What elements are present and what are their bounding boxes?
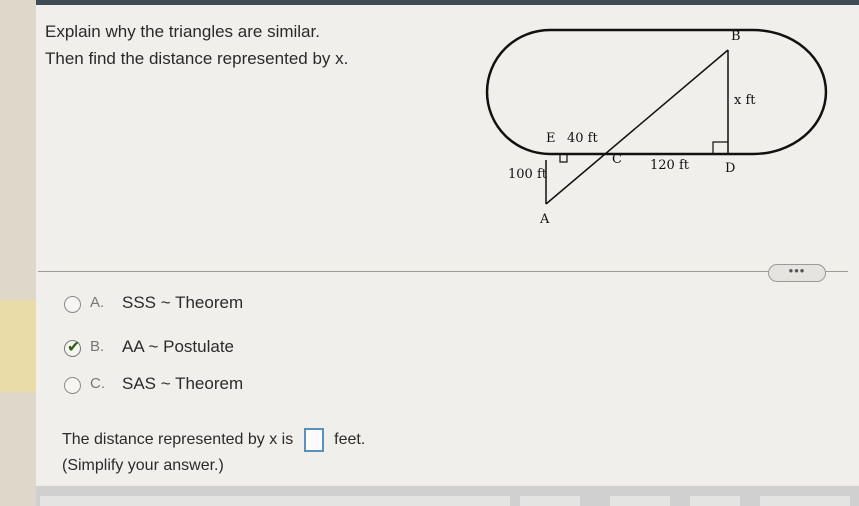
label-x: x ft [734, 93, 756, 108]
option-b-text: AA ~ Postulate [122, 337, 234, 356]
right-angle-d [713, 142, 728, 154]
bottom-segment [610, 496, 670, 506]
answer-prefix: The distance represented by x is [62, 431, 294, 448]
simplify-note: (Simplify your answer.) [62, 457, 224, 474]
left-highlight [0, 300, 36, 392]
option-c-text: SAS ~ Theorem [122, 374, 244, 393]
label-b: B [731, 29, 741, 44]
bottom-segment [520, 496, 580, 506]
answer-suffix: feet. [334, 431, 366, 448]
label-d: D [725, 161, 736, 176]
label-c: C [612, 152, 622, 167]
radio-option-c[interactable] [64, 377, 81, 394]
triangle-figure [480, 18, 840, 243]
bottom-segment [690, 496, 740, 506]
section-divider [38, 271, 848, 272]
label-100: 100 ft [508, 167, 547, 182]
option-c-letter: C. [90, 375, 105, 392]
bottom-segment [760, 496, 850, 506]
answer-input[interactable] [304, 428, 324, 452]
radio-option-b[interactable] [64, 340, 81, 357]
label-e: E [546, 131, 556, 146]
checkmark-icon: ✔ [67, 339, 81, 356]
question-line-1: Explain why the triangles are similar. [45, 22, 320, 41]
option-a-letter: A. [90, 294, 105, 311]
radio-option-a[interactable] [64, 296, 81, 313]
answer-line [62, 428, 365, 452]
track-outline [487, 30, 826, 154]
question-text [45, 18, 348, 72]
label-40: 40 ft [567, 131, 598, 146]
label-a: A [540, 212, 550, 227]
segment-ab [546, 50, 728, 204]
more-button[interactable]: ••• [768, 264, 826, 282]
bottom-segment [40, 496, 510, 506]
left-strip [0, 0, 36, 506]
option-b-letter: B. [90, 338, 105, 355]
question-line-2: Then find the distance represented by x. [45, 49, 349, 68]
option-a-text: SSS ~ Theorem [122, 293, 244, 312]
label-120: 120 ft [650, 158, 689, 173]
